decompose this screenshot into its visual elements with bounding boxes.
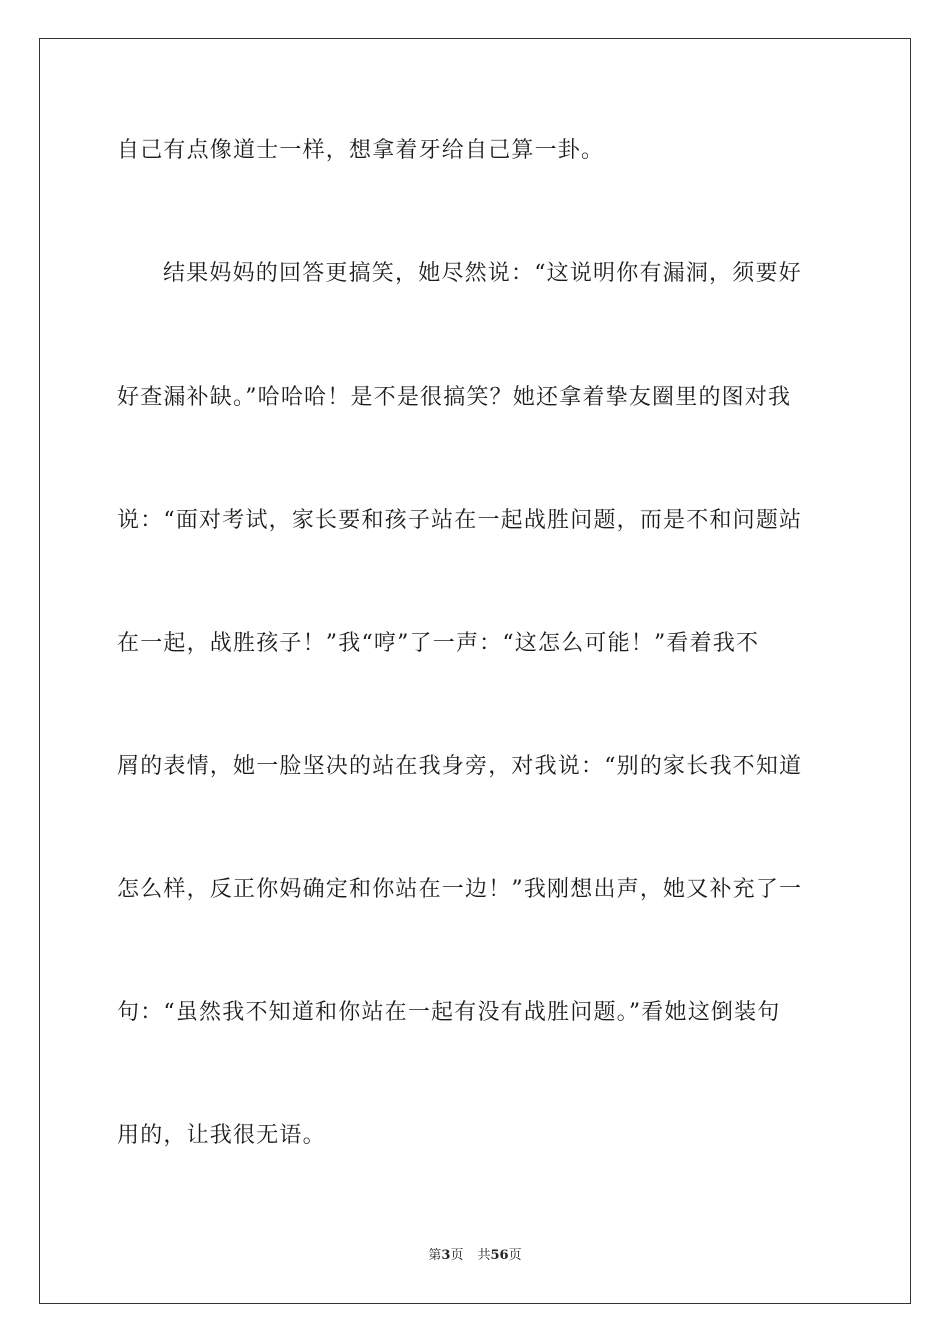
text-line: 说：“面对考试，家长要和孩子站在一起战胜问题，而是不和问题站 — [117, 508, 803, 533]
page-prefix: 第 — [428, 1248, 442, 1263]
text-line: 在一起，战胜孩子！”我“哼”了一声：“这怎么可能！”看着我不 — [117, 631, 760, 656]
page-number: 3 — [441, 1248, 451, 1263]
page-border — [39, 38, 911, 1304]
total-pages: 56 — [490, 1248, 509, 1263]
text-line: 好查漏补缺。”哈哈哈！是不是很搞笑？她还拿着挚友圈里的图对我 — [117, 385, 792, 410]
text-line: 怎么样，反正你妈确定和你站在一边！”我刚想出声，她又补充了一 — [117, 877, 803, 902]
text-line: 用的，让我很无语。 — [117, 1123, 326, 1148]
text-line: 屑的表情，她一脸坚决的站在我身旁，对我说：“别的家长我不知道 — [117, 754, 803, 779]
total-prefix: 共 — [477, 1248, 491, 1263]
page-suffix: 页 — [450, 1248, 464, 1263]
text-line: 自己有点像道士一样，想拿着牙给自己算一卦。 — [117, 138, 605, 163]
paragraph-start-line: 结果妈妈的回答更搞笑，她尽然说：“这说明你有漏洞，须要好 — [163, 261, 802, 286]
total-suffix: 页 — [508, 1248, 522, 1263]
text-line: 句：“虽然我不知道和你站在一起有没有战胜问题。”看她这倒装句 — [117, 1000, 781, 1025]
page-footer — [0, 1247, 950, 1265]
